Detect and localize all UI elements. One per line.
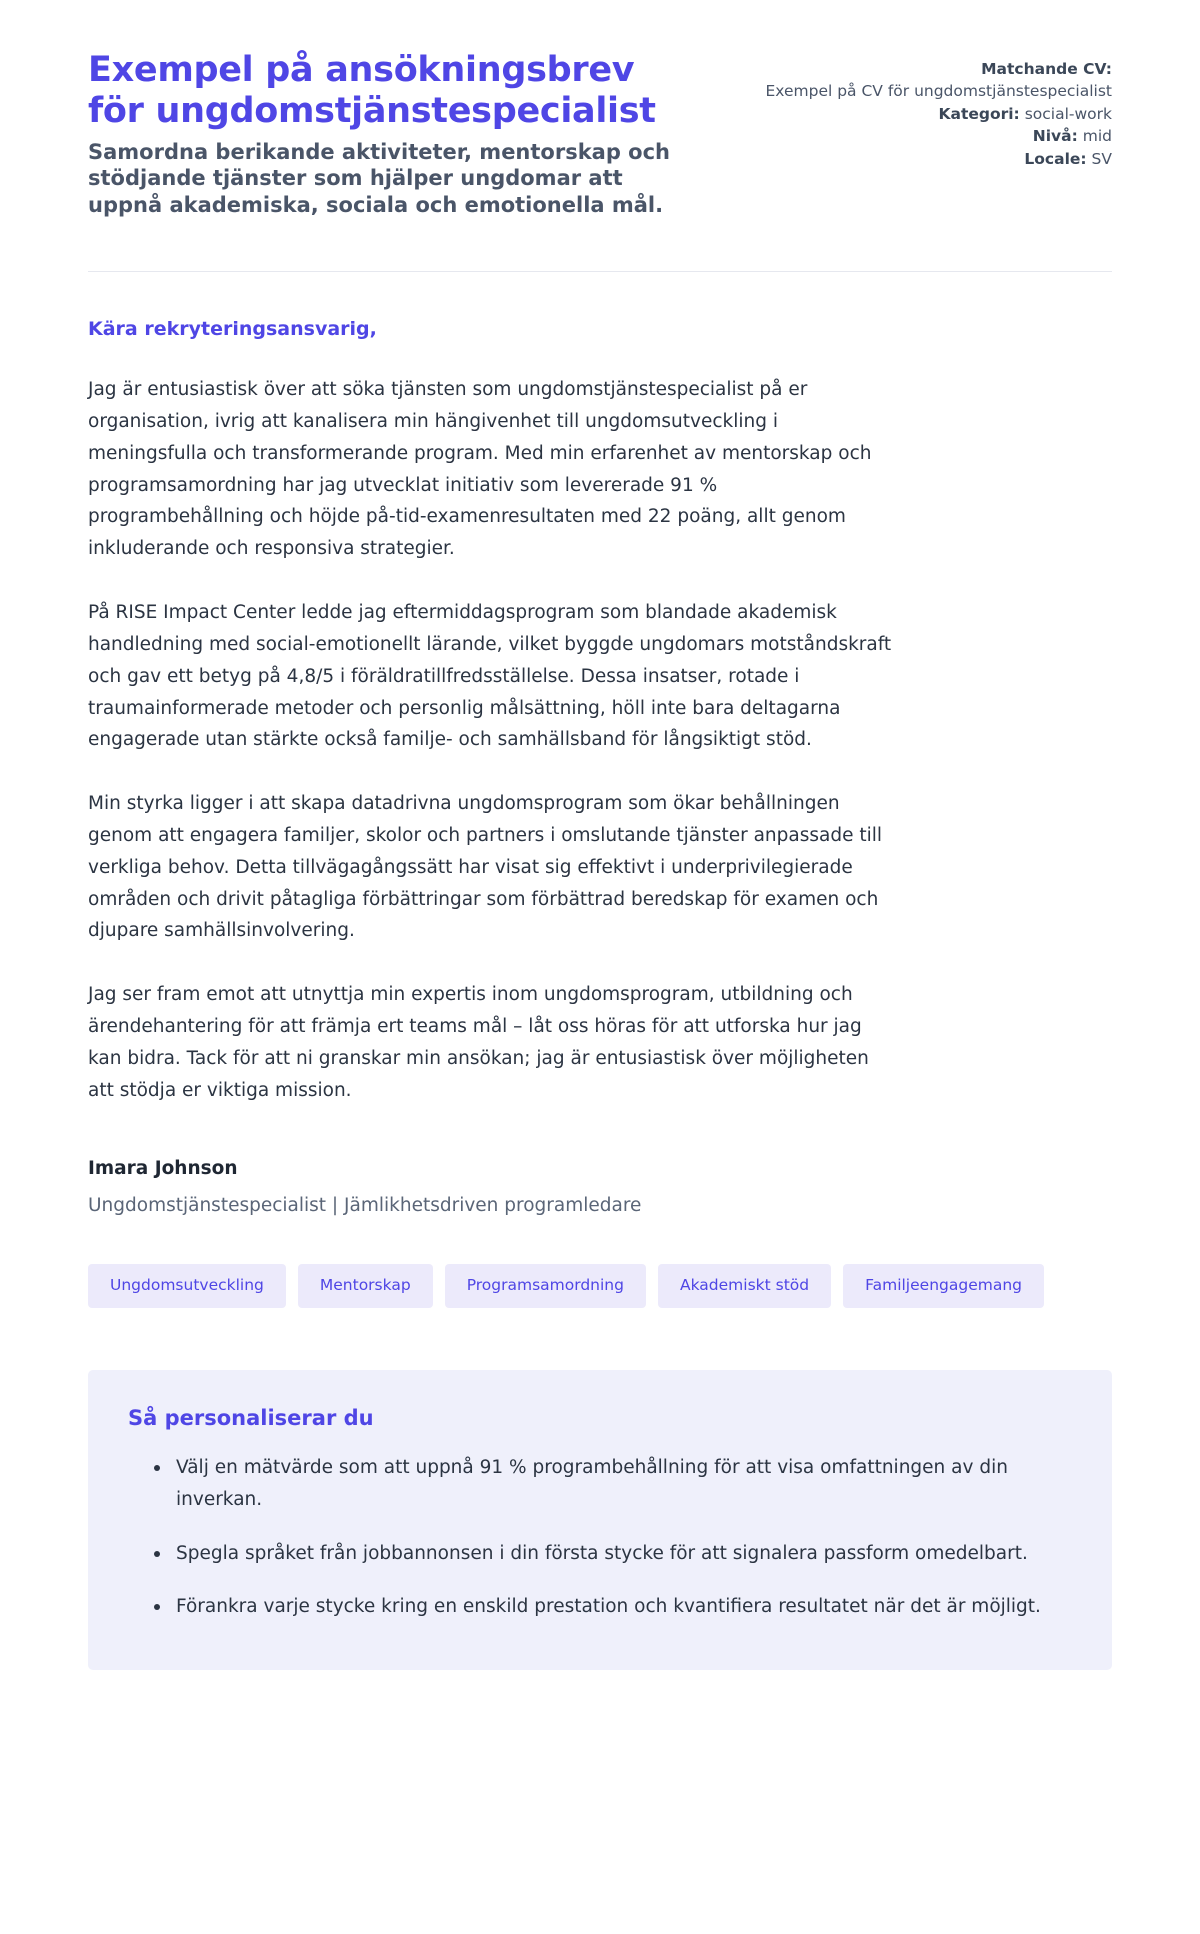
meta-matching-cv: [765, 58, 1112, 80]
callout-list-item: Förankra varje stycke kring en enskild prestation och kvantifiera resultatet när det är möjligt.: [154, 1591, 1072, 1623]
meta-matching-cv-label: Matchande CV:: [981, 60, 1112, 78]
meta-level-label: Nivå:: [1032, 127, 1078, 146]
callout-title: Så personaliserar du: [128, 1405, 374, 1430]
signature-name: Imara Johnson: [88, 1158, 238, 1180]
callout-list: [128, 1452, 1072, 1623]
skill-tag[interactable]: Akademiskt stöd: [658, 1264, 831, 1308]
header-title-block: [88, 50, 688, 219]
skill-tag-list: [0, 1216, 1200, 1308]
page-title: Exempel på ansökningsbrev för ungdomstjänstespecialist: [88, 50, 656, 132]
meta-locale: [765, 148, 1112, 170]
skill-tag[interactable]: Familjeengagemang: [843, 1264, 1044, 1308]
signature-block: [0, 1106, 1200, 1216]
letter-body: [0, 272, 1200, 1106]
meta-matching-cv-value-line: [765, 80, 1112, 102]
meta-level: [765, 125, 1112, 147]
page-header: [0, 0, 1200, 219]
meta-locale-label: Locale:: [1024, 149, 1087, 168]
letter-paragraph: Min styrka ligger i att skapa datadrivna ungdomsprogram som ökar behållningen genom att engagera familjer, skolor och partners i omslutande tjänster anpassade till verkliga behov. Detta tillvägagångssätt har visat sig effektivt i underprivilegierade områden och drivit påtagliga förbättringar som förbättrad beredskap för examen och djupare samhällsinvolvering.: [88, 793, 883, 942]
meta-locale-value: SV: [1091, 149, 1112, 168]
letter-salutation: Kära rekryteringsansvarig,: [88, 318, 377, 341]
meta-category: [765, 103, 1112, 125]
meta-category-value: social-work: [1024, 104, 1112, 123]
meta-level-value: mid: [1082, 127, 1112, 146]
callout-list-item: Välj en mätvärde som att uppnå 91 % programbehållning för att visa omfattningen av din inverkan.: [154, 1452, 1072, 1516]
letter-paragraph: På RISE Impact Center ledde jag eftermiddagsprogram som blandade akademisk handledning med social-emotionellt lärande, vilket byggde ungdomars motståndskraft och gav ett betyg på 4,8/5 i föräldratillfredsställelse. Dessa insatser, rotade i traumainformerade metoder och personlig målsättning, höll inte bara deltagarna engagerade utan stärkte också familje- och samhällsband för långsiktigt stöd.: [88, 602, 892, 751]
personalization-callout: [88, 1370, 1112, 1670]
skill-tag[interactable]: Programsamordning: [445, 1264, 646, 1308]
page-subtitle: Samordna berikande aktiviteter, mentorskap och stödjande tjänster som hjälper ungdomar att uppnå akademiska, sociala och emotionella mål.: [88, 139, 671, 218]
signature-role: Ungdomstjänstespecialist | Jämlikhetsdriven programledare: [88, 1195, 642, 1217]
meta-category-label: Kategori:: [938, 104, 1020, 123]
skill-tag[interactable]: Mentorskap: [298, 1264, 433, 1308]
meta-matching-cv-value: Exempel på CV för ungdomstjänstespecialist: [765, 82, 1112, 101]
callout-list-item: Spegla språket från jobbannonsen i din första stycke för att signalera passform omedelbart.: [154, 1538, 1072, 1570]
document-metadata: [765, 50, 1112, 170]
letter-paragraph: Jag ser fram emot att utnyttja min expertis inom ungdomsprogram, utbildning och ärendehantering för att främja ert teams mål – låt oss höras för att utforska hur jag kan bidra. Tack för att ni granskar min ansökan; jag är entusiastisk över möjligheten att stödja er viktiga mission.: [88, 984, 869, 1101]
letter-paragraph: Jag är entusiastisk över att söka tjänsten som ungdomstjänstespecialist på er organisation, ivrig att kanalisera min hängivenhet till ungdomsutveckling i meningsfulla och transformerande program. Med min erfarenhet av mentorskap och programsamordning har jag utvecklat initiativ som levererade 91 % programbehållning och höjde på-tid-examenresultaten med 22 poäng, allt genom inkluderande och responsiva strategier.: [88, 379, 872, 560]
skill-tag[interactable]: Ungdomsutveckling: [88, 1264, 286, 1308]
